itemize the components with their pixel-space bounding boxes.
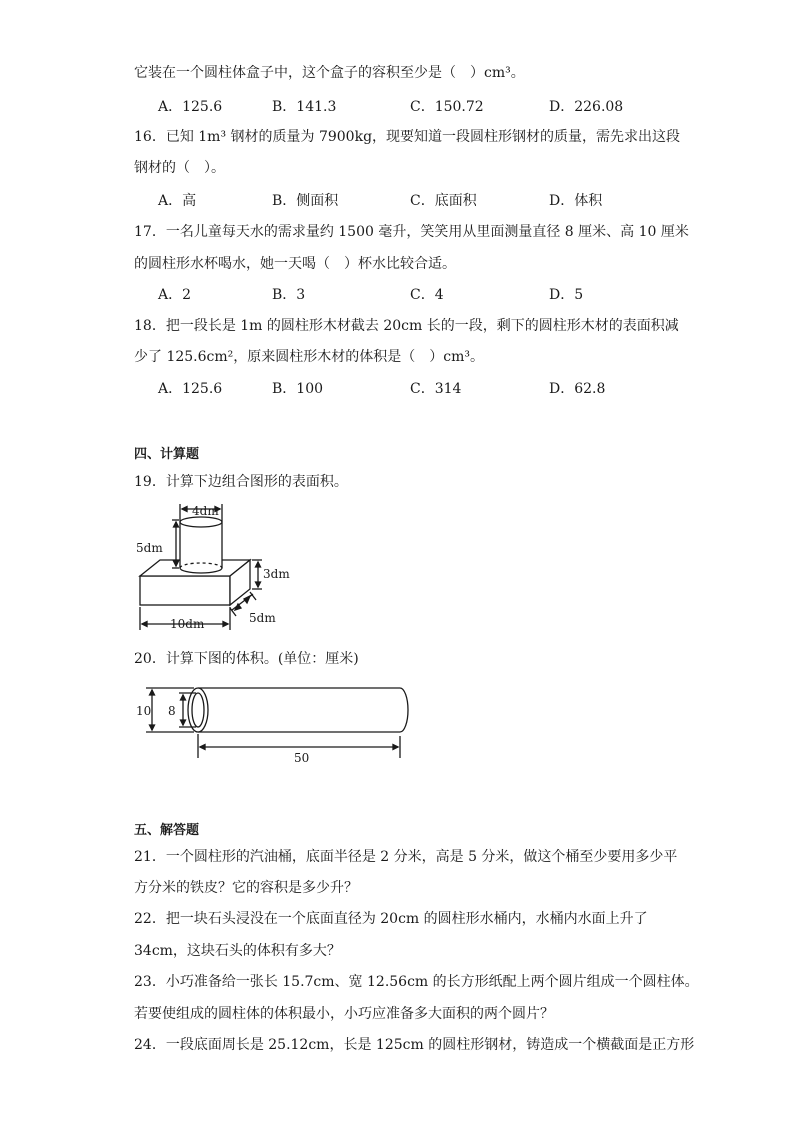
question-19: 19．计算下边组合图形的表面积。 <box>134 474 348 490</box>
question-16-line-1: 16．已知 1m³ 钢材的质量为 7900kg，现要知道一段圆柱形钢材的质量，需先求出这段 <box>134 129 681 145</box>
question-17-line-2: 的圆柱形水杯喝水，她一天喝（ ）杯水比较合适。 <box>134 256 456 272</box>
fig19-label-box-height: 3dm <box>263 567 290 581</box>
section-calculation-heading: 四、计算题 <box>134 447 200 462</box>
question-23-line-1: 23．小巧准备给一张长 15.7cm、宽 12.56cm 的长方形纸配上两个圆片组成一个圆柱体。 <box>134 974 699 990</box>
question-22-line-2: 34cm，这块石头的体积有多大？ <box>134 943 341 959</box>
question-21-line-1: 21．一个圆柱形的汽油桶，底面半径是 2 分米，高是 5 分米，做这个桶至少要用多少平 <box>134 849 678 865</box>
q15-option-b: B．141.3 <box>272 99 337 115</box>
q16-option-d: D．体积 <box>549 193 603 209</box>
q18-option-a: A．125.6 <box>158 381 223 397</box>
fig19-label-box-length: 10dm <box>170 617 205 631</box>
question-20: 20．计算下图的体积。(单位：厘米) <box>134 651 359 667</box>
q15-option-d: D．226.08 <box>549 99 624 115</box>
q18-option-c: C．314 <box>410 381 462 397</box>
question-18-line-2: 少了 125.6cm²，原来圆柱形木材的体积是（ ）cm³。 <box>134 349 484 365</box>
question-24-line-1: 24．一段底面周长是 25.12cm，长是 125cm 的圆柱形钢材，铸造成一个横截面是正方形 <box>134 1037 695 1053</box>
q16-option-b: B．侧面积 <box>272 193 339 209</box>
q16-option-a: A．高 <box>158 193 197 209</box>
question-18-line-1: 18．把一段长是 1m 的圆柱形木材截去 20cm 长的一段，剩下的圆柱形木材的表面积减 <box>134 318 679 334</box>
q17-option-c: C．4 <box>410 287 444 303</box>
question-15-tail: 它装在一个圆柱体盒子中，这个盒子的容积至少是（ ）cm³。 <box>134 65 525 81</box>
question-17-line-1: 17．一名儿童每天水的需求量约 1500 毫升，笑笑用从里面测量直径 8 厘米、高 10 厘米 <box>134 224 689 240</box>
question-21-line-2: 方分米的铁皮？它的容积是多少升？ <box>134 880 358 896</box>
figure-19-composite-solid <box>132 500 332 640</box>
fig20-label-inner-diameter: 8 <box>168 704 176 718</box>
question-23-line-2: 若要使组成的圆柱体的体积最小，小巧应准备多大面积的两个圆片？ <box>134 1006 554 1022</box>
question-16-line-2: 钢材的（ ）。 <box>134 160 225 176</box>
fig20-label-length: 50 <box>294 751 310 765</box>
q17-option-a: A．2 <box>158 287 192 303</box>
q17-option-d: D．5 <box>549 287 584 303</box>
fig19-label-box-width: 5dm <box>249 611 276 625</box>
q15-option-a: A．125.6 <box>158 99 223 115</box>
q17-option-b: B．3 <box>272 287 306 303</box>
section-solve-heading: 五、解答题 <box>134 823 200 838</box>
figure-20-hollow-pipe <box>134 682 424 772</box>
fig19-label-cylinder-height: 5dm <box>136 541 163 555</box>
q18-option-b: B．100 <box>272 381 324 397</box>
fig19-label-top-diameter: 4dm <box>192 504 219 518</box>
question-22-line-1: 22．把一块石头浸没在一个底面直径为 20cm 的圆柱形水桶内，水桶内水面上升了 <box>134 911 648 927</box>
q16-option-c: C．底面积 <box>410 193 477 209</box>
fig20-label-outer-diameter: 10 <box>136 704 152 718</box>
q15-option-c: C．150.72 <box>410 99 484 115</box>
q18-option-d: D．62.8 <box>549 381 606 397</box>
